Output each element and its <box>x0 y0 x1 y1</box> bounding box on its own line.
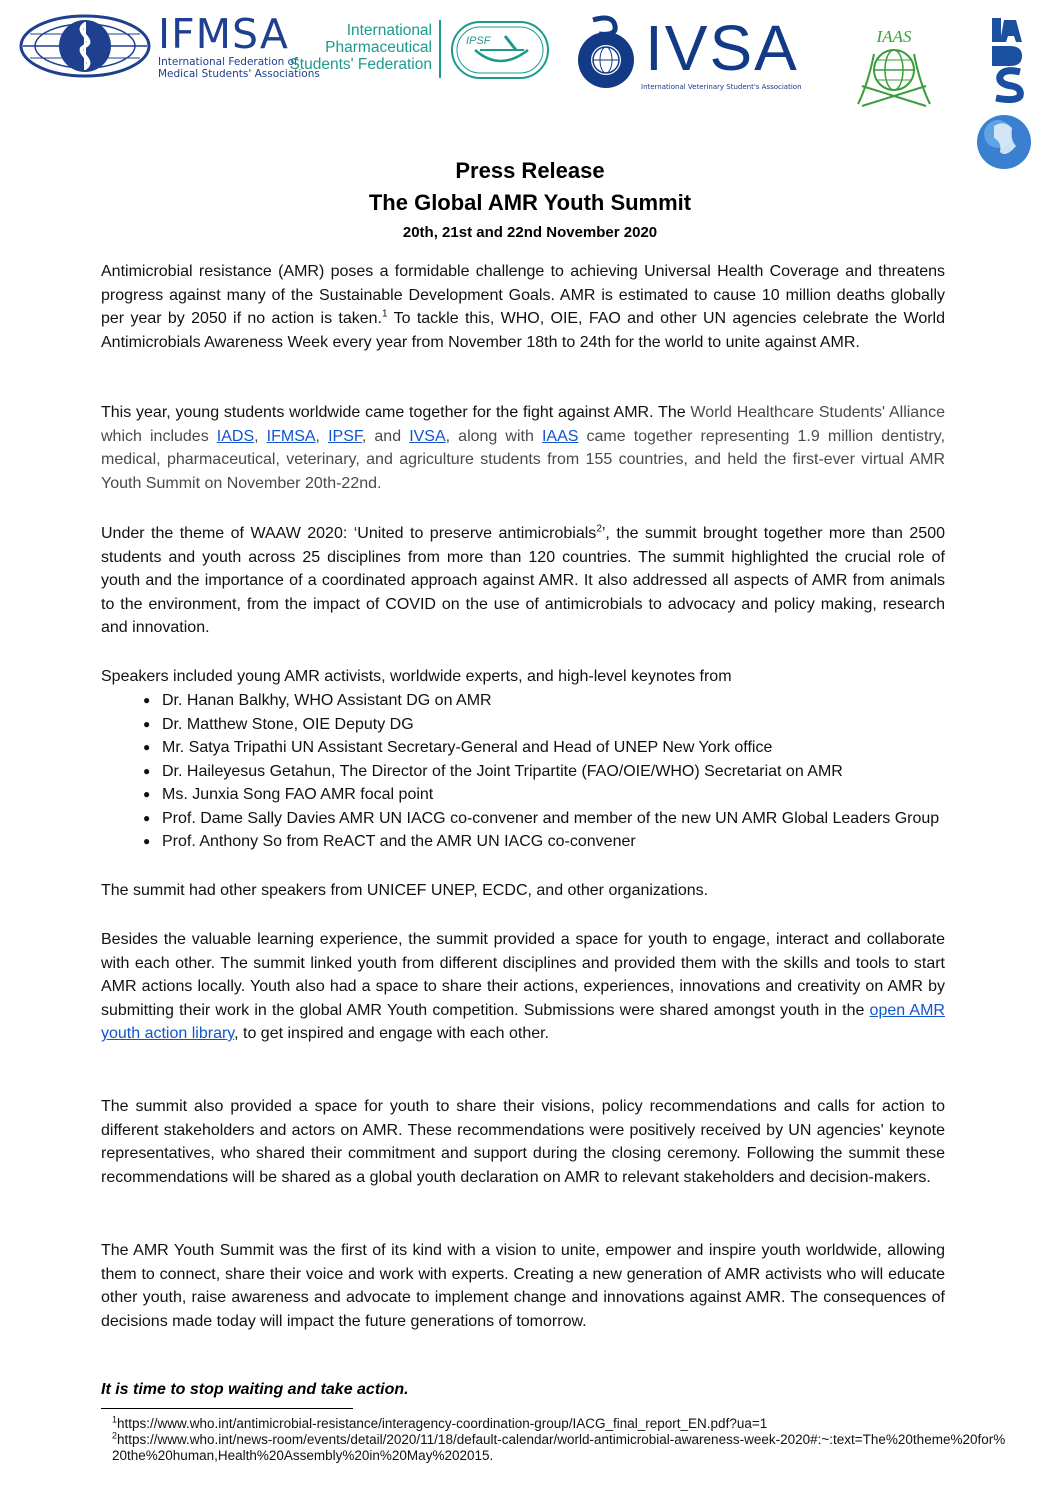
link-iaas[interactable]: IAAS <box>541 427 579 445</box>
ifmsa-globe-icon <box>18 10 152 82</box>
paragraph-vision: The AMR Youth Summit was the first of its kind with a vision to unite, empower and inspire youth worldwide, allowing them to connect, share their voice and work with experts. Creating a new generation of AMR activists who will educate other youth, raise awareness and advocate to implement change and innovations against AMR. The consequences of decisions made today will impact the future generations of tomorrow. <box>101 1242 945 1330</box>
ivsa-wordmark: IVSA <box>645 12 799 84</box>
closing-statement: It is time to stop waiting and take action. <box>101 1381 409 1398</box>
footnote-2: $^2$https://www.who.int/news-room/events/detail/2020/11/18/default-calendar/world-antimicrobial-awareness-week-2020#:~:text=The%20theme%20for%20the%20human,Health%20Assembly%20in%20May%202015. <box>112 1430 1006 1463</box>
ipsf-logo <box>289 20 552 82</box>
list-item: ● Dr. Hanan Balkhy, WHO Assistant DG on AMR <box>138 689 946 713</box>
list-item: ● Ms. Junxia Song FAO AMR focal point <box>138 783 946 807</box>
ipsf-wordmark: International Pharmaceutical Students' Federation <box>289 22 432 73</box>
paragraph-intro: Antimicrobial resistance (AMR) poses a formidable challenge to achieving Universal Health Coverage and threatens progress against many of the Sustainable Development Goals. AMR is estimated to cause 10 million deaths globally per year by 2050 if no action is taken.$^1$ To tackle this, WHO, OIE, FAO and other UN agencies celebrate the World Antimicrobials Awareness Week every year from November 18th to 24th for the world to unite against AMR. <box>101 263 946 351</box>
list-item: ● Mr. Satya Tripathi UN Assistant Secretary-General and Head of UNEP New York office <box>138 736 946 760</box>
footnote-1-url[interactable]: https://www.who.int/antimicrobial-resistance/interagency-coordination-group/IACG_final_report_EN.pdf?ua=1 <box>117 1416 768 1431</box>
ipsf-divider <box>439 20 441 78</box>
ivsa-subtitle: International Veterinary Student's Association <box>641 83 802 91</box>
svg-text:IAAS: IAAS <box>876 27 912 46</box>
page-subtitle: The Global AMR Youth Summit <box>368 190 692 215</box>
list-item: ● Dr. Matthew Stone, OIE Deputy DG <box>138 713 946 737</box>
footnote-2-url[interactable]: https://www.who.int/news-room/events/detail/2020/11/18/default-calendar/world-antimicrobial-awareness-week-2020#:~:text=The%20theme%20for%20the%20human,Health%20Assembly%20in%20May%202015. <box>112 1432 1006 1463</box>
iaas-logo <box>848 24 940 108</box>
link-ifmsa[interactable]: IFMSA <box>266 427 316 445</box>
partner-logos <box>0 0 1060 175</box>
event-dates: 20th, 21st and 22nd November 2020 <box>402 224 658 241</box>
page-title: Press Release <box>455 158 605 183</box>
link-iads[interactable]: IADS <box>216 427 255 445</box>
svg-text:IPSF: IPSF <box>466 35 491 47</box>
paragraph-learning: Besides the valuable learning experience, the summit provided a space for youth to engage, interact and collaborate with each other. The summit linked youth from different disciplines and provided them with the skills and tools to start AMR actions locally. Youth also had a space to share their actions, experiences, innovations and creativity on AMR by submitting their work in the global AMR Youth competition. Submissions were shared amongst youth in the open AMR youth action library, to get inspired and engage with each other. <box>101 931 945 1042</box>
list-item: ● Prof. Anthony So from ReACT and the AMR UN IACG co-convener <box>138 830 946 854</box>
iaas-globe-wheat-icon <box>848 24 940 108</box>
speakers-list <box>138 689 946 854</box>
paragraph-theme: Under the theme of WAAW 2020: ‘United to preserve antimicrobials$^2$’, the summit brought together more than 2500 students and youth across 25 disciplines from more than 120 countries. The summit highlighted the crucial role of youth and the importance of a coordinated approach against AMR. It also addressed all aspects of AMR from animals to the environment, from the impact of COVID on the use of antimicrobials to advocacy and policy making, research and innovation. <box>101 523 946 636</box>
ifmsa-logo <box>18 10 320 82</box>
list-item: ● Dr. Haileyesus Getahun, The Director of the Joint Tripartite (FAO/OIE/WHO) Secretariat on AMR <box>138 760 946 784</box>
ifmsa-wordmark: IFMSA <box>158 10 289 58</box>
iads-earth-icon <box>976 14 1040 176</box>
paragraph-speakers-intro: Speakers included young AMR activists, worldwide experts, and high-level keynotes from <box>101 668 732 685</box>
link-ipsf[interactable]: IPSF <box>328 427 362 445</box>
ivsa-logo <box>573 12 825 92</box>
ipsf-mortar-icon <box>450 20 550 80</box>
iads-logo <box>976 14 1040 176</box>
paragraph-recommendations: The summit also provided a space for youth to share their visions, policy recommendations and calls for action to different stakeholders and actors on AMR. These recommendations were positively received by UN agencies' keynote representatives, who shared their commitment and support during the closing ceremony. Following the summit these recommendations will be shared as a global youth declaration on AMR to relevant stakeholders and decision-makers. <box>101 1098 945 1186</box>
paragraph-other-speakers: The summit had other speakers from UNICEF UNEP, ECDC, and other organizations. <box>101 882 709 899</box>
paragraph-alliance: This year, young students worldwide came together for the fight against AMR. The World Healthcare Students' Alliance which includes IADS, IFMSA, IPSF, and IVSA, along with IAAS came together representing 1.9 million dentistry, medical, pharmaceutical, veterinary, and agriculture students from 155 countries, and held the first-ever virtual AMR Youth Summit on November 20th-22nd. <box>101 404 946 492</box>
ivsa-serpent-globe-icon <box>573 12 639 92</box>
link-ivsa[interactable]: IVSA <box>409 427 446 445</box>
footnote-ref-2: 2 <box>596 523 602 535</box>
ifmsa-subtitle: International Federation of Medical Students' Associations <box>158 56 320 80</box>
list-item: ● Prof. Dame Sally Davies AMR UN IACG co-convener and member of the new UN AMR Global Leaders Group <box>138 807 946 831</box>
link-youth-action-library[interactable]: open AMR youth action library <box>101 1001 945 1042</box>
footnote-1: $^1$https://www.who.int/antimicrobial-resistance/interagency-coordination-group/IACG_final_report_EN.pdf?ua=1 <box>112 1414 768 1431</box>
footnote-ref-1: 1 <box>382 308 388 320</box>
footnote-divider <box>101 1408 353 1409</box>
